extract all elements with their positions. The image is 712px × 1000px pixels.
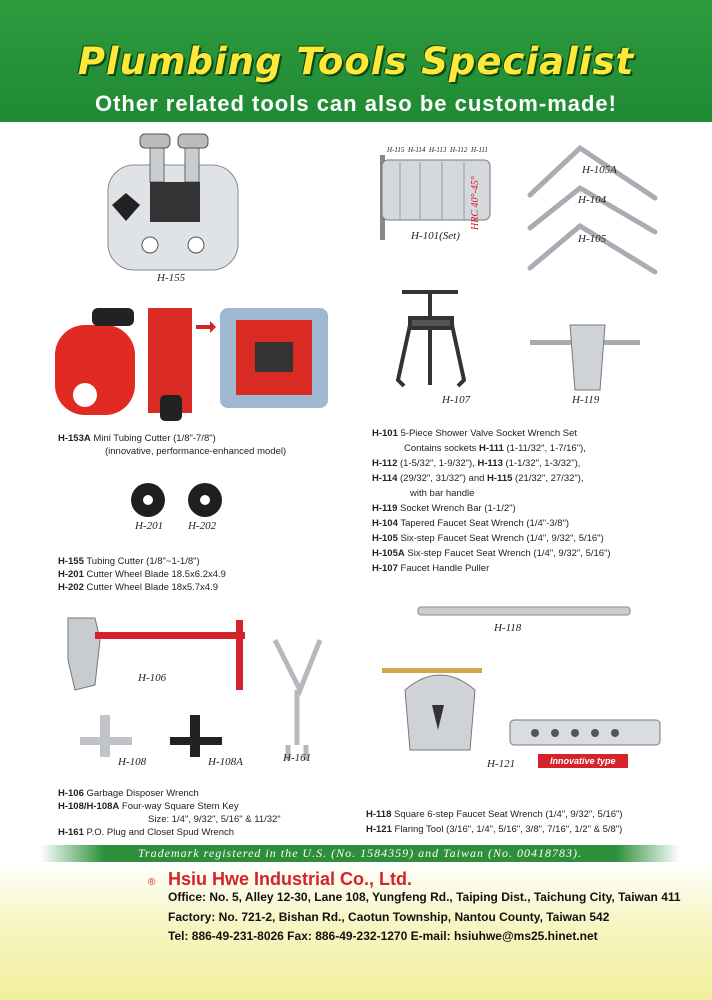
label-h105: H-105 xyxy=(578,233,607,245)
label-h108: H-108 xyxy=(118,756,147,768)
label-socket-4: H-111 xyxy=(471,146,488,154)
label-h107: H-107 xyxy=(442,394,471,406)
desc-bottom-right: H-118 Square 6-step Faucet Seat Wrench (1/4", 9/32", 5/16") H-121 Flaring Tool (3/16", 1/4", 5/16", 3/8", 7/16", 1/2" & 5/8") xyxy=(366,809,623,835)
desc-cutters: H-155 Tubing Cutter (1/8"~1-1/8") H-201 Cutter Wheel Blade 18.5x6.2x4.9 H-202 Cutter Wheel Blade 18x5.7x4.9 xyxy=(58,556,226,593)
page-title: Plumbing Tools Specialist xyxy=(77,40,635,83)
office-address: Office: No. 5, Alley 12-30, Lane 108, Yungfeng Rd., Taiping Dist., Taichung City, Taiwan 411 xyxy=(168,890,681,904)
label-h106: H-106 xyxy=(138,672,167,684)
contact-info: Tel: 886-49-231-8026 Fax: 886-49-232-1270 E-mail: hsiuhwe@ms25.hinet.net xyxy=(168,929,598,943)
label-h105a: H-105A xyxy=(582,164,617,176)
label-h108a: H-108A xyxy=(208,756,243,768)
label-h201: H-201 xyxy=(135,520,164,532)
h119-socket-bar-image xyxy=(530,325,640,390)
label-hrc: HRC 40°-45° xyxy=(470,176,481,230)
label-socket-0: H-115 xyxy=(387,146,405,154)
label-h118: H-118 xyxy=(494,622,522,634)
label-socket-1: H-114 xyxy=(408,146,426,154)
h107-handle-puller-image xyxy=(398,292,464,386)
registered-mark: ® xyxy=(148,877,156,888)
label-socket-2: H-113 xyxy=(429,146,447,154)
desc-bottom-left: H-106 Garbage Disposer Wrench H-108/H-108A Four-way Square Stem Key Size: 1/4", 9/32", 5/16" & 11/32" H-161 P.O. Plug and Closet Spud Wrench xyxy=(58,788,281,838)
h108-stem-keys-image xyxy=(80,715,222,757)
label-h155: H-155 xyxy=(157,272,186,284)
innovative-type-badge: Innovative type xyxy=(538,754,628,768)
h153a-mini-cutter-image xyxy=(55,308,328,421)
h118-seat-wrench-image xyxy=(418,607,630,615)
desc-right-column: H-101 5-Piece Shower Valve Socket Wrench Set Contains sockets H-111 (1-11/32", 1-7/16"), H-112 (1-5/32", 1-9/32"), H-113 (1-1/32", 1-3/32"), H-114 (29/32", 31/32") and H-115 (21/32", 27/32"), with bar handle H-119 Socket Wrench Bar (1-1/2") H-104 Tapered Faucet Seat Wrench (1/4"-3/8") H-105 Six-step Faucet Seat Wrench (1/4", 9/32", 5/16") H-105A Six-step Faucet Seat Wrench (1/4", 9/32", 5/16") H-107 Faucet Handle Puller xyxy=(372,428,611,574)
trademark-banner: Trademark registered in the U.S. (No. 1584359) and Taiwan (No. 00418783). xyxy=(40,845,680,862)
label-socket-3: H-112 xyxy=(450,146,468,154)
label-h121: H-121 xyxy=(487,758,516,770)
company-name: Hsiu Hwe Industrial Co., Ltd. xyxy=(168,869,413,889)
label-h104: H-104 xyxy=(578,194,607,206)
h155-tube-cutter-image xyxy=(108,134,238,270)
label-h202: H-202 xyxy=(188,520,217,532)
page-subtitle: Other related tools can also be custom-made! xyxy=(94,91,617,116)
label-h161: H-161 xyxy=(283,752,312,764)
h121-flaring-tool-image xyxy=(382,668,660,750)
label-h101-set: H-101(Set) xyxy=(411,230,460,242)
cutter-wheels-image xyxy=(131,483,222,517)
desc-h153a: H-153A Mini Tubing Cutter (1/8"-7/8") (innovative, performance-enhanced model) xyxy=(58,433,287,457)
factory-address: Factory: No. 721-2, Bishan Rd., Caotun Township, Nantou County, Taiwan 542 xyxy=(168,910,610,924)
label-h119: H-119 xyxy=(572,394,600,406)
h161-spud-wrench-image xyxy=(275,640,320,760)
